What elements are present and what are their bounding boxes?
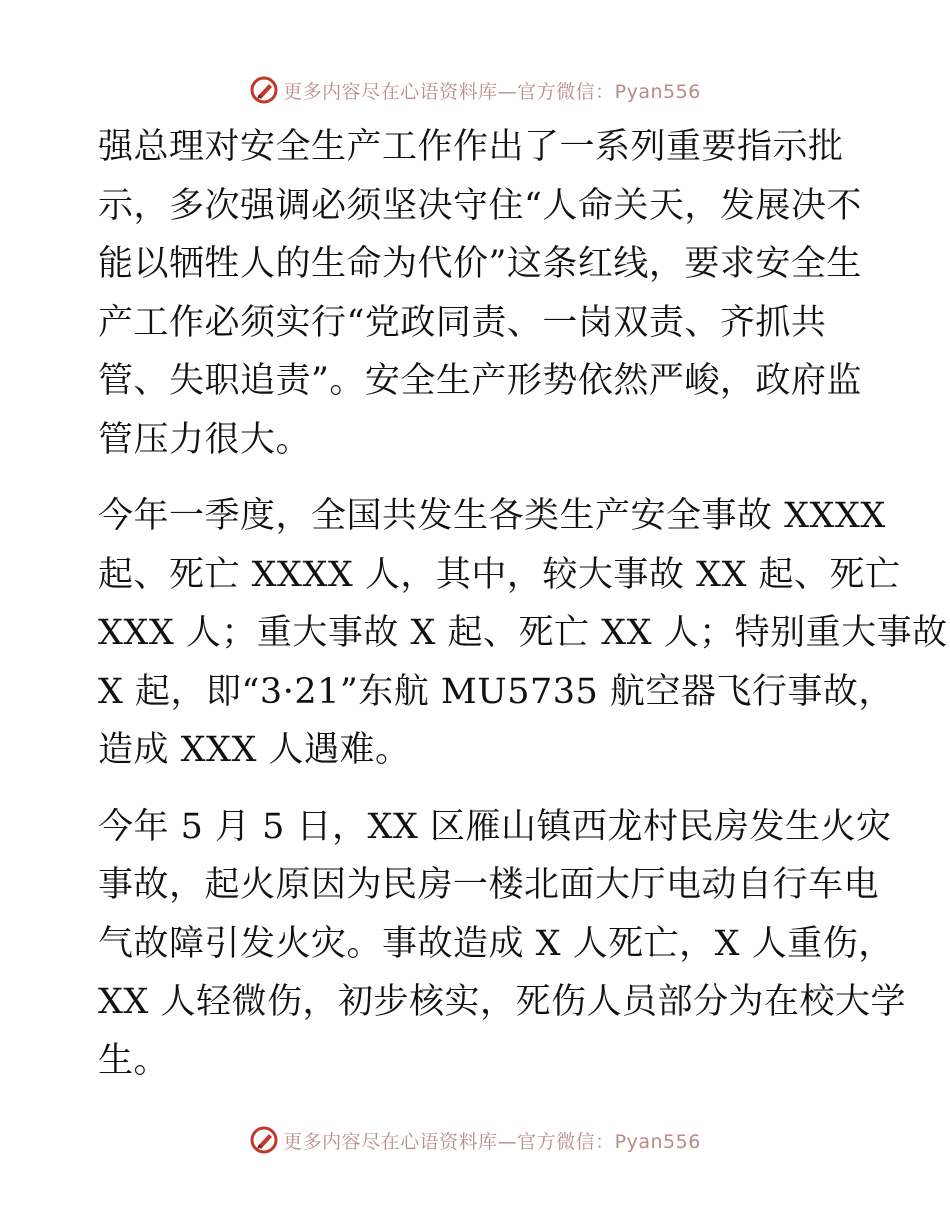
paragraph-1 xyxy=(98,118,862,469)
pen-logo-icon xyxy=(249,1125,279,1155)
footer-banner-text: 更多内容尽在心语资料库—官方微信：Pyan556 xyxy=(283,1130,701,1153)
text-line: 造成 XXX 人遇难。 xyxy=(98,730,411,770)
text-line: 起、死亡 XXXX 人，其中，较大事故 XX 起、死亡 xyxy=(98,554,901,595)
footer-banner xyxy=(0,1120,950,1160)
text-line: 事故，起火原因为民房一楼北面大厅电动自行车电 xyxy=(98,865,880,905)
document-body xyxy=(98,118,948,1090)
text-line: 今年 5 月 5 日，XX 区雁山镇西龙村民房发生火灾 xyxy=(98,806,892,847)
text-line: XX 人轻微伤，初步核实，死伤人员部分为在校大学 xyxy=(98,982,906,1022)
text-line: XXX 人；重大事故 X 起、死亡 XX 人；特别重大事故 xyxy=(98,613,948,653)
pen-logo-icon xyxy=(249,75,279,105)
text-line: 能以牺牲人的生命为代价”这条红线，要求安全生 xyxy=(98,244,862,284)
header-banner xyxy=(0,70,950,110)
header-banner-text: 更多内容尽在心语资料库—官方微信：Pyan556 xyxy=(283,80,701,103)
text-line: 示，多次强调必须坚决守住“人命关天，发展决不 xyxy=(98,185,862,226)
text-line: 管、失职追责”。安全生产形势依然严峻，政府监 xyxy=(98,361,862,401)
text-line: 气故障引发火灾。事故造成 X 人死亡，X 人重伤， xyxy=(98,923,894,964)
paragraph-2 xyxy=(98,487,948,780)
text-line: 产工作必须实行“党政同责、一岗双责、齐抓共 xyxy=(98,302,827,343)
paragraph-3 xyxy=(98,798,906,1091)
text-line: X 起，即“3·21”东航 MU5735 航空器飞行事故， xyxy=(98,671,894,712)
text-line: 强总理对安全生产工作作出了一系列重要指示批 xyxy=(98,127,844,167)
text-line: 今年一季度，全国共发生各类生产安全事故 XXXX xyxy=(98,496,886,536)
text-line: 生。 xyxy=(98,1040,170,1081)
text-line: 管压力很大。 xyxy=(98,419,312,460)
